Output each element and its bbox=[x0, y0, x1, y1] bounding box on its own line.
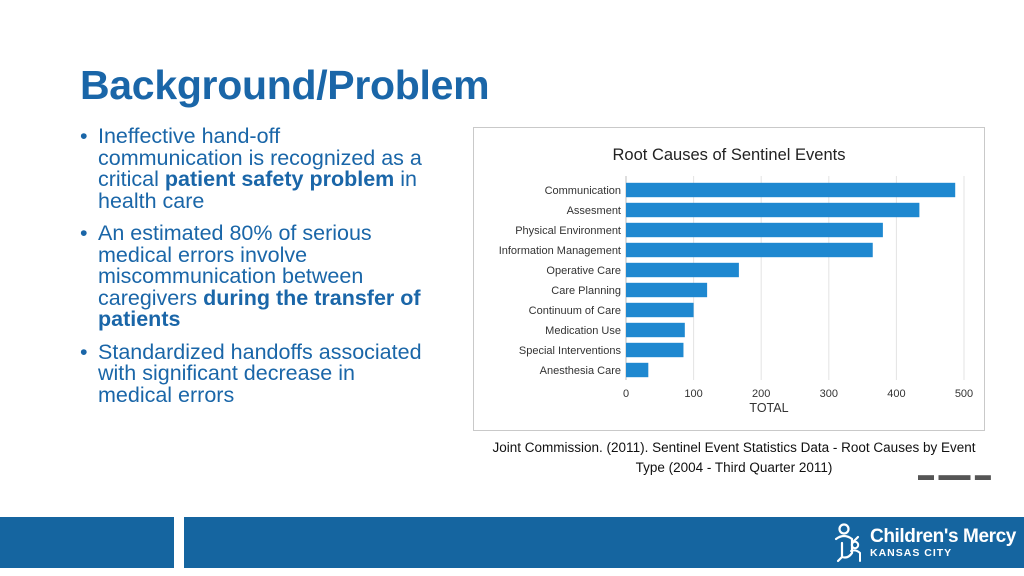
children-figures-icon bbox=[830, 523, 864, 563]
category-label: Care Planning bbox=[551, 284, 621, 297]
chart-citation bbox=[474, 438, 994, 478]
citation-line-1: Joint Commission. (2011). Sentinel Event Statistics Data - Root Causes by Event bbox=[492, 440, 976, 455]
bar bbox=[626, 283, 707, 297]
x-tick-label: 300 bbox=[819, 388, 838, 400]
bar bbox=[626, 223, 883, 237]
root-causes-chart bbox=[474, 128, 984, 430]
category-label: Continuum of Care bbox=[528, 304, 621, 317]
bar bbox=[626, 363, 648, 377]
bar bbox=[626, 203, 919, 217]
bullet-item: • Standardized handoffs associated with significant decrease in medical errors bbox=[78, 342, 423, 407]
category-label: Information Management bbox=[498, 244, 621, 257]
bar bbox=[626, 323, 685, 337]
x-axis-label: TOTAL bbox=[749, 401, 789, 415]
x-tick-label: 500 bbox=[954, 388, 974, 400]
category-label: Assesment bbox=[566, 204, 621, 217]
slide-title: Background/Problem bbox=[80, 62, 490, 108]
brand-name: Children's Mercy bbox=[870, 526, 1016, 547]
category-label: Anesthesia Care bbox=[539, 364, 621, 377]
x-tick-label: 400 bbox=[887, 388, 906, 400]
x-tick-label: 200 bbox=[752, 388, 771, 400]
bullet-list bbox=[78, 126, 423, 417]
bar bbox=[626, 183, 955, 197]
bar bbox=[626, 263, 739, 277]
bar bbox=[626, 343, 683, 357]
x-tick-label: 100 bbox=[684, 388, 703, 400]
brand-logo bbox=[830, 522, 1016, 564]
bar bbox=[626, 243, 873, 257]
footer-bar-left bbox=[0, 517, 174, 568]
bullet-item: • Ineffective hand-off communication is recognized as a critical patient safety problem in health care bbox=[78, 126, 423, 212]
category-label: Operative Care bbox=[546, 264, 621, 277]
brand-location: KANSAS CITY bbox=[870, 547, 953, 559]
bar bbox=[626, 303, 694, 317]
x-tick-label: 0 bbox=[622, 388, 630, 400]
chart-title: Root Causes of Sentinel Events bbox=[612, 146, 846, 164]
category-label: Communication bbox=[544, 184, 621, 197]
citation-line-2: Type (2004 - Third Quarter 2011) bbox=[635, 460, 833, 475]
bullet-item: • An estimated 80% of serious medical errors involve miscommunication between caregivers during the transfer of patients bbox=[78, 223, 423, 331]
cropped-text-fragment: ▬ ▬▬ ▬ bbox=[918, 467, 991, 484]
category-label: Special Interventions bbox=[518, 344, 621, 357]
chart-panel bbox=[473, 127, 985, 431]
category-label: Physical Environment bbox=[515, 224, 621, 237]
category-label: Medication Use bbox=[545, 324, 621, 337]
